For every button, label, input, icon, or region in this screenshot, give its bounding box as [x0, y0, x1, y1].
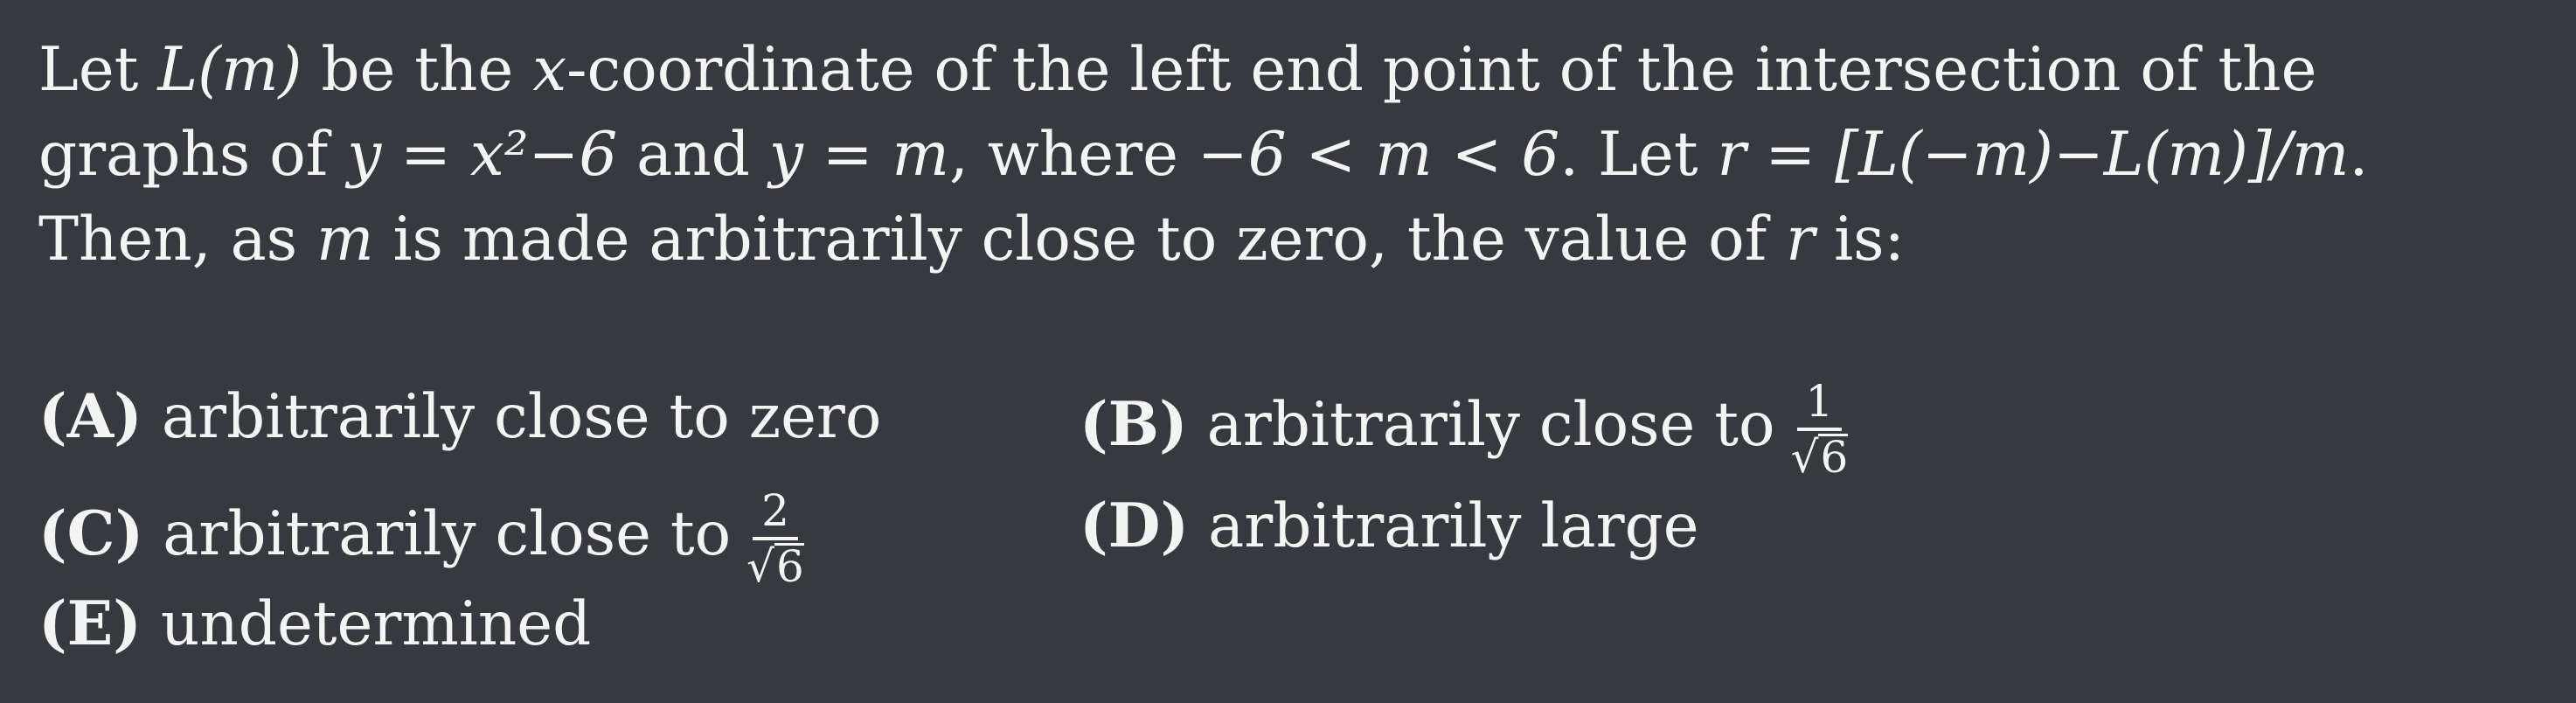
fraction: [746, 486, 804, 591]
option-e[interactable]: [38, 584, 591, 665]
option-c[interactable]: [38, 486, 804, 591]
sqrt-argument: 6: [776, 541, 804, 592]
question-text: be the: [302, 35, 533, 105]
option-text: arbitrarily close to zero: [161, 382, 882, 452]
option-label: (E): [38, 588, 142, 659]
question-line-3: [38, 199, 1905, 280]
fraction-numerator: 2: [753, 486, 798, 540]
option-b[interactable]: [1080, 377, 1848, 482]
question-text: , where: [948, 120, 1198, 190]
math-expression: m: [316, 205, 374, 275]
math-expression: r: [1786, 205, 1816, 275]
question-text: Let: [38, 35, 158, 105]
question-text: is made arbitrarily close to zero, the value of: [373, 205, 1787, 275]
option-label: (A): [38, 381, 142, 452]
option-text: arbitrarily large: [1208, 491, 1699, 561]
question-text: graphs of: [38, 120, 348, 190]
fraction-denominator: [746, 540, 804, 591]
option-label: (B): [1080, 389, 1188, 460]
option-text: arbitrarily close to: [1206, 390, 1775, 460]
option-text: arbitrarily close to: [163, 499, 732, 569]
option-d[interactable]: [1080, 486, 1699, 567]
fraction: [1791, 377, 1849, 482]
sqrt-argument: 6: [1820, 432, 1849, 483]
option-label: (C): [38, 498, 144, 569]
math-expression: L(m): [157, 35, 302, 105]
math-expression: y = m: [768, 120, 949, 190]
sqrt-sign: √: [746, 541, 775, 592]
sqrt-sign: √: [1790, 432, 1819, 483]
fraction-numerator: 1: [1797, 377, 1843, 431]
question-line-1: [38, 30, 2316, 110]
option-label: (D): [1080, 491, 1190, 561]
question-text: is:: [1815, 205, 1905, 275]
math-expression: r = [L(−m)−L(m)]/m: [1717, 120, 2350, 190]
math-expression: y = x²−6: [347, 120, 618, 190]
question-line-2: [38, 115, 2368, 195]
option-text: undetermined: [160, 589, 592, 659]
question-text: Then, as: [38, 205, 317, 275]
question-text: .: [2349, 120, 2369, 190]
fraction-denominator: [1791, 431, 1849, 482]
math-expression: −6 < m < 6: [1197, 120, 1560, 190]
option-a[interactable]: [38, 377, 881, 457]
question-text: . Let: [1559, 120, 1718, 190]
question-text: and: [617, 120, 769, 190]
math-expression: x: [532, 35, 567, 105]
question-text: -coordinate of the left end point of the intersection of the: [566, 35, 2317, 105]
